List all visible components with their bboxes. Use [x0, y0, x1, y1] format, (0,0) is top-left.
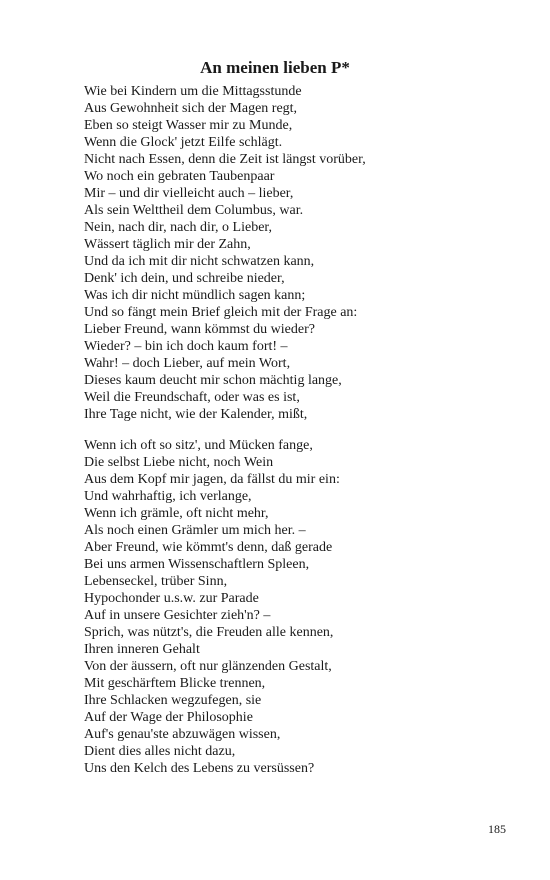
poem-line: Aus Gewohnheit sich der Magen regt, [84, 101, 298, 116]
poem-line: Die selbst Liebe nicht, noch Wein [84, 455, 274, 470]
poem-line: Was ich dir nicht mündlich sagen kann; [84, 288, 306, 303]
poem-line: Ihren inneren Gehalt [84, 642, 200, 657]
poem-line: Bei uns armen Wissenschaftlern Spleen, [84, 557, 310, 572]
poem-line: Wenn ich grämle, oft nicht mehr, [84, 506, 269, 521]
poem-line: Aber Freund, wie kömmt's denn, daß gerade [84, 540, 333, 555]
poem-line: Wässert täglich mir der Zahn, [84, 237, 251, 252]
poem-line: Hypochonder u.s.w. zur Parade [84, 591, 259, 606]
poem-line: Nein, nach dir, nach dir, o Lieber, [84, 220, 273, 235]
poem-line: Auf in unsere Gesichter zieh'n? – [84, 608, 271, 623]
poem-line: Auf's genau'ste abzuwägen wissen, [84, 727, 281, 742]
poem-line: Nicht nach Essen, denn die Zeit ist längst vorüber, [84, 152, 366, 167]
poem-line: Sprich, was nützt's, die Freuden alle kennen, [84, 625, 334, 640]
page-number: 185 [488, 822, 506, 836]
stanza-2 [84, 437, 340, 777]
poem-line: Aus dem Kopf mir jagen, da fällst du mir ein: [84, 472, 340, 487]
poem-line: Wo noch ein gebraten Taubenpaar [84, 169, 275, 184]
poem-line: Wieder? – bin ich doch kaum fort! – [84, 339, 288, 354]
poem-title: An meinen lieben P* [200, 58, 350, 77]
poem-line: Als sein Welttheil dem Columbus, war. [84, 203, 304, 218]
poem-line: Wie bei Kindern um die Mittagsstunde [84, 84, 302, 99]
poem-line: Und wahrhaftig, ich verlange, [84, 489, 252, 504]
poem-line: Uns den Kelch des Lebens zu versüssen? [84, 761, 315, 776]
poem-line: Auf der Wage der Philosophie [84, 710, 253, 725]
poem-line: Ihre Schlacken wegzufegen, sie [84, 693, 262, 708]
poem-line: Lieber Freund, wann kömmst du wieder? [84, 322, 315, 337]
poem-line: Wahr! – doch Lieber, auf mein Wort, [84, 356, 291, 371]
poem-line: Und so fängt mein Brief gleich mit der Frage an: [84, 305, 358, 320]
poem-line: Denk' ich dein, und schreibe nieder, [84, 271, 285, 286]
poem-line: Dieses kaum deucht mir schon mächtig lange, [84, 373, 342, 388]
poem-line: Ihre Tage nicht, wie der Kalender, mißt, [84, 407, 308, 422]
poem-line: Als noch einen Grämler um mich her. – [84, 523, 306, 538]
poem-line: Weil die Freundschaft, oder was es ist, [84, 390, 300, 405]
stanza-1 [84, 83, 366, 423]
poem-line: Mir – und dir vielleicht auch – lieber, [84, 186, 294, 201]
poem-line: Lebenseckel, trüber Sinn, [84, 574, 228, 589]
poem-line: Mit geschärftem Blicke trennen, [84, 676, 266, 691]
poem-line: Von der äussern, oft nur glänzenden Gestalt, [84, 659, 332, 674]
poem-line: Und da ich mit dir nicht schwatzen kann, [84, 254, 315, 269]
poem-line: Eben so steigt Wasser mir zu Munde, [84, 118, 293, 133]
poem-line: Wenn die Glock' jetzt Eilfe schlägt. [84, 135, 283, 150]
poem-line: Wenn ich oft so sitz', und Mücken fange, [84, 438, 313, 453]
poem-line: Dient dies alles nicht dazu, [84, 744, 236, 759]
